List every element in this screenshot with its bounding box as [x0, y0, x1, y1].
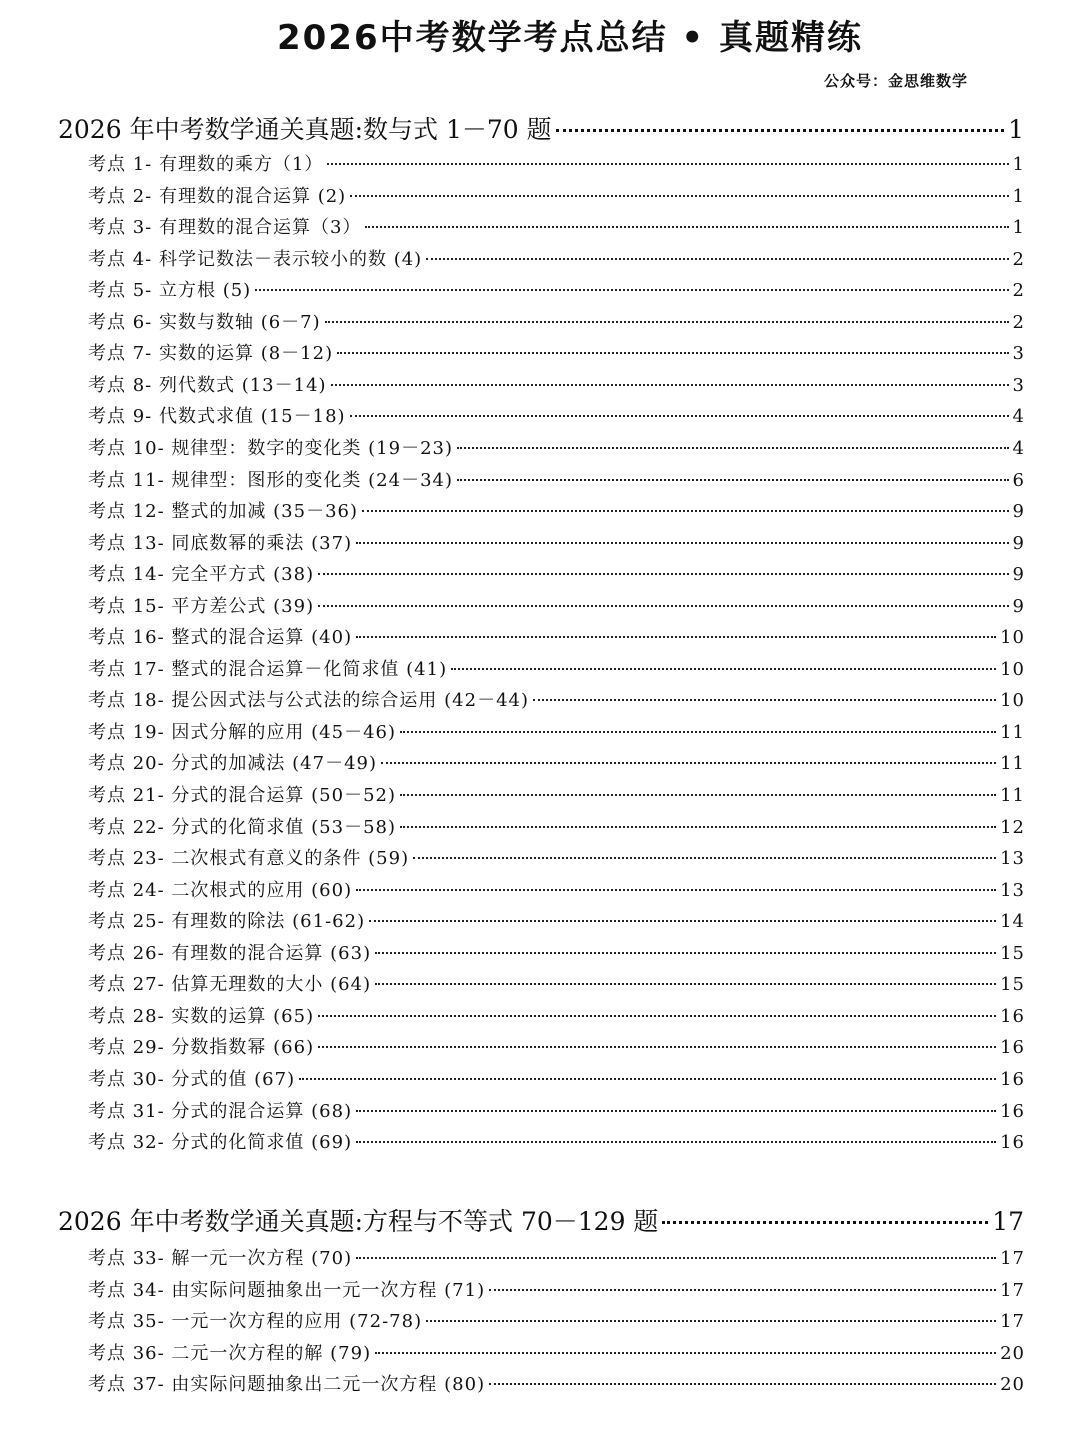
toc-section-heading-label: 2026 年中考数学通关真题:数与式 1－70 题 — [58, 115, 552, 144]
toc-entry[interactable] — [88, 1246, 1025, 1272]
dot-leader — [362, 510, 1009, 512]
toc-entry-label: 考点 13- 同底数幂的乘法 (37) — [88, 533, 353, 554]
page-number: 4 — [1012, 438, 1025, 459]
toc-entry[interactable] — [88, 815, 1025, 841]
dot-leader — [400, 731, 996, 733]
page-number: 11 — [1000, 785, 1025, 806]
page-number: 10 — [1000, 690, 1025, 711]
toc-entry-label: 考点 7- 实数的运算 (8－12) — [88, 343, 334, 364]
toc-entry[interactable] — [88, 341, 1025, 367]
toc-entry-label: 考点 36- 二元一次方程的解 (79) — [88, 1343, 372, 1364]
page-number: 1 — [1012, 186, 1025, 207]
toc-section-heading-label: 2026 年中考数学通关真题:方程与不等式 70－129 题 — [58, 1207, 659, 1236]
toc-entry[interactable] — [88, 1130, 1025, 1156]
dot-leader — [533, 699, 996, 701]
dot-leader — [356, 636, 996, 638]
page-number: 17 — [1000, 1248, 1025, 1269]
page-number: 10 — [1000, 627, 1025, 648]
toc-entry[interactable] — [88, 562, 1025, 588]
page-number: 3 — [1012, 375, 1025, 396]
page-number: 16 — [1000, 1037, 1025, 1058]
page-number: 16 — [1000, 1006, 1025, 1027]
dot-leader — [356, 1141, 996, 1143]
page-number: 11 — [1000, 722, 1025, 743]
toc-entry[interactable] — [88, 436, 1025, 462]
dot-leader — [356, 1110, 996, 1112]
toc-entry-label: 考点 29- 分数指数幂 (66) — [88, 1037, 315, 1058]
toc-entry[interactable] — [88, 152, 1025, 178]
dot-leader — [318, 1046, 996, 1048]
toc-section-heading[interactable] — [58, 113, 1024, 147]
page-number: 17 — [1000, 1280, 1025, 1301]
toc-entry-label: 考点 5- 立方根 (5) — [88, 280, 252, 301]
toc-entry-label: 考点 28- 实数的运算 (65) — [88, 1006, 315, 1027]
toc-entry-label: 考点 2- 有理数的混合运算 (2) — [88, 186, 347, 207]
page-number: 9 — [1012, 564, 1025, 585]
dot-leader — [489, 1383, 996, 1385]
dot-leader — [337, 352, 1008, 354]
dot-leader — [356, 542, 1008, 544]
wechat-account-label: 公众号：金思维数学 — [823, 72, 968, 90]
dot-leader — [350, 195, 1008, 197]
toc-entry-label: 考点 21- 分式的混合运算 (50－52) — [88, 785, 397, 806]
toc-entry-label: 考点 12- 整式的加减 (35－36) — [88, 501, 359, 522]
page-number: 11 — [1000, 753, 1025, 774]
toc-entry[interactable] — [88, 688, 1025, 714]
page-title: 2026中考数学考点总结 • 真题精练 — [276, 18, 864, 58]
dot-leader — [662, 1221, 988, 1224]
toc-entry-label: 考点 22- 分式的化简求值 (53－58) — [88, 817, 397, 838]
toc-entry-label: 考点 33- 解一元一次方程 (70) — [88, 1248, 353, 1269]
toc-entry[interactable] — [88, 373, 1025, 399]
toc-entry-label: 考点 18- 提公因式法与公式法的综合运用 (42－44) — [88, 690, 530, 711]
toc-entry[interactable] — [88, 1278, 1025, 1304]
page-number: 9 — [1012, 501, 1025, 522]
page-number: 13 — [1000, 880, 1025, 901]
toc-entry[interactable] — [88, 1004, 1025, 1030]
toc-entry[interactable] — [88, 531, 1025, 557]
toc-entry[interactable] — [88, 1372, 1025, 1398]
page-number: 1 — [1012, 217, 1025, 238]
toc-entry[interactable] — [88, 878, 1025, 904]
toc-entry-label: 考点 37- 由实际问题抽象出二元一次方程 (80) — [88, 1374, 486, 1395]
dot-leader — [350, 415, 1009, 417]
toc-entry-label: 考点 6- 实数与数轴 (6－7) — [88, 312, 321, 333]
page-number: 3 — [1012, 343, 1025, 364]
toc-entry[interactable] — [88, 247, 1025, 273]
dot-leader — [457, 479, 1009, 481]
toc-entry-label: 考点 14- 完全平方式 (38) — [88, 564, 315, 585]
toc-entry-label: 考点 20- 分式的加减法 (47－49) — [88, 753, 378, 774]
dot-leader — [375, 952, 996, 954]
page-number: 17 — [992, 1207, 1024, 1236]
dot-leader — [356, 1257, 996, 1259]
toc-entry-label: 考点 4- 科学记数法－表示较小的数 (4) — [88, 249, 423, 270]
dot-leader — [400, 826, 996, 828]
page-number: 20 — [1000, 1374, 1025, 1395]
toc-entry[interactable] — [88, 594, 1025, 620]
toc-entry[interactable] — [88, 720, 1025, 746]
page-number: 2 — [1012, 312, 1025, 333]
dot-leader — [556, 129, 1004, 132]
page-number: 16 — [1000, 1132, 1025, 1153]
page-number: 9 — [1012, 596, 1025, 617]
page-number: 10 — [1000, 659, 1025, 680]
toc-entry[interactable] — [88, 1035, 1025, 1061]
toc-entry[interactable] — [88, 215, 1025, 241]
toc-entry-label: 考点 15- 平方差公式 (39) — [88, 596, 315, 617]
toc-entry[interactable] — [88, 310, 1025, 336]
toc-entry-label: 考点 26- 有理数的混合运算 (63) — [88, 943, 372, 964]
page-number: 6 — [1012, 470, 1025, 491]
page-number: 20 — [1000, 1343, 1025, 1364]
toc-entry-label: 考点 10- 规律型：数字的变化类 (19－23) — [88, 438, 454, 459]
toc-entry[interactable] — [88, 468, 1025, 494]
page-number: 16 — [1000, 1069, 1025, 1090]
toc-entry[interactable] — [88, 1099, 1025, 1125]
toc-entry-label: 考点 1- 有理数的乘方（1） — [88, 154, 324, 175]
toc-entry-label: 考点 8- 列代数式 (13－14) — [88, 375, 327, 396]
toc-entry-label: 考点 30- 分式的值 (67) — [88, 1069, 296, 1090]
toc-entry[interactable] — [88, 625, 1025, 651]
toc-entry-label: 考点 35- 一元一次方程的应用 (72-78) — [88, 1311, 423, 1332]
dot-leader — [356, 889, 996, 891]
toc-entry[interactable] — [88, 278, 1025, 304]
toc-entry[interactable] — [88, 184, 1025, 210]
page-number: 17 — [1000, 1311, 1025, 1332]
page-number: 15 — [1000, 943, 1025, 964]
dot-leader — [331, 384, 1009, 386]
toc-entry[interactable] — [88, 751, 1025, 777]
dot-leader — [365, 226, 1008, 228]
toc-entry[interactable] — [88, 941, 1025, 967]
toc-entry-label: 考点 19- 因式分解的应用 (45－46) — [88, 722, 397, 743]
toc-entry-label: 考点 27- 估算无理数的大小 (64) — [88, 974, 372, 995]
toc-entry-label: 考点 23- 二次根式有意义的条件 (59) — [88, 848, 410, 869]
toc-entry[interactable] — [88, 909, 1025, 935]
toc-entry-label: 考点 16- 整式的混合运算 (40) — [88, 627, 353, 648]
page-number: 15 — [1000, 974, 1025, 995]
dot-leader — [489, 1289, 996, 1291]
toc-entry[interactable] — [88, 846, 1025, 872]
page-number: 9 — [1012, 533, 1025, 554]
toc-entry-label: 考点 3- 有理数的混合运算（3） — [88, 217, 362, 238]
dot-leader — [426, 1320, 996, 1322]
page-number: 1 — [1012, 154, 1025, 175]
dot-leader — [451, 668, 996, 670]
page-number: 14 — [1000, 911, 1025, 932]
toc-entry-label: 考点 31- 分式的混合运算 (68) — [88, 1101, 353, 1122]
toc-entry[interactable] — [88, 1067, 1025, 1093]
dot-leader — [400, 794, 996, 796]
toc-entry[interactable] — [88, 499, 1025, 525]
toc-entry[interactable] — [88, 783, 1025, 809]
page-number: 2 — [1012, 249, 1025, 270]
toc-entry-label: 考点 25- 有理数的除法 (61-62) — [88, 911, 366, 932]
dot-leader — [413, 857, 996, 859]
dot-leader — [426, 258, 1008, 260]
toc-entry[interactable] — [88, 404, 1025, 430]
dot-leader — [457, 447, 1009, 449]
dot-leader — [381, 762, 996, 764]
toc-entry-label: 考点 17- 整式的混合运算－化简求值 (41) — [88, 659, 448, 680]
dot-leader — [255, 289, 1008, 291]
toc-entry-label: 考点 24- 二次根式的应用 (60) — [88, 880, 353, 901]
dot-leader — [318, 573, 1008, 575]
toc-entry[interactable] — [88, 972, 1025, 998]
page-number: 1 — [1008, 115, 1024, 144]
toc-section-heading[interactable] — [58, 1205, 1024, 1239]
page-number: 16 — [1000, 1101, 1025, 1122]
dot-leader — [318, 1015, 996, 1017]
toc-entry[interactable] — [88, 657, 1025, 683]
dot-leader — [325, 321, 1009, 323]
toc-entry-label: 考点 11- 规律型：图形的变化类 (24－34) — [88, 470, 454, 491]
page-number: 4 — [1012, 406, 1025, 427]
toc-entry-label: 考点 32- 分式的化简求值 (69) — [88, 1132, 353, 1153]
dot-leader — [318, 605, 1008, 607]
dot-leader — [327, 163, 1008, 165]
toc-entry-label: 考点 9- 代数式求值 (15－18) — [88, 406, 346, 427]
toc-entry[interactable] — [88, 1341, 1025, 1367]
dot-leader — [375, 983, 996, 985]
page-number: 2 — [1012, 280, 1025, 301]
page-number: 13 — [1000, 848, 1025, 869]
dot-leader — [369, 920, 996, 922]
page-number: 12 — [1000, 817, 1025, 838]
toc-entry-label: 考点 34- 由实际问题抽象出一元一次方程 (71) — [88, 1280, 486, 1301]
dot-leader — [299, 1078, 996, 1080]
dot-leader — [375, 1352, 996, 1354]
toc-entry[interactable] — [88, 1309, 1025, 1335]
